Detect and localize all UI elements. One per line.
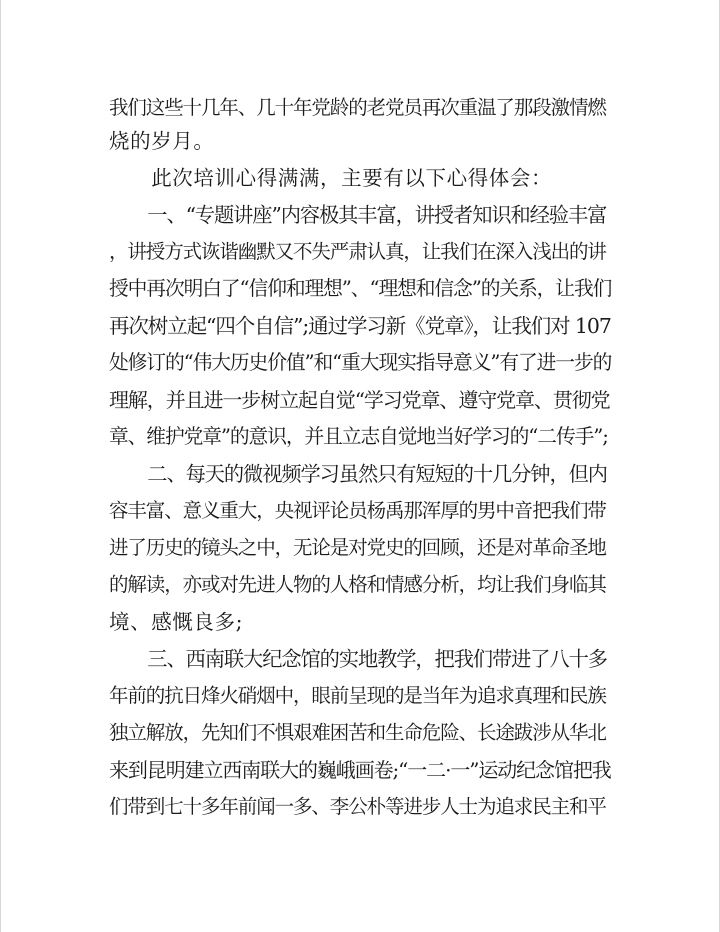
text-line: 授中再次明白了“信仰和理想”、“理想和信念”的关系，让我们 xyxy=(109,277,612,300)
text-line: ，讲授方式诙谐幽默又不失严肃认真，让我们在深入浅出的讲 xyxy=(109,240,606,263)
text-line: 烧的岁月。 xyxy=(109,129,215,153)
text-line: 三、西南联大纪念馆的实地教学，把我们带进了八十多 xyxy=(109,647,607,671)
text-line: 独立解放，先知们不惧艰难困苦和生命危险、长途跋涉从华北 xyxy=(109,721,606,744)
text-line: 们带到七十多年前闻一多、李公朴等进步人士为追求民主和平 xyxy=(109,795,606,818)
text-line: 境、感慨良多; xyxy=(109,610,244,634)
text-line: 处修订的“伟大历史价值”和“重大现实指导意义”有了进一步的 xyxy=(109,351,612,374)
text-line: 再次树立起“四个自信”;通过学习新《党章》，让我们对 107 xyxy=(109,314,611,338)
text-line: 年前的抗日烽火硝烟中，眼前呈现的是当年为追求真理和民族 xyxy=(109,684,606,707)
text-line: 二、每天的微视频学习虽然只有短短的十几分钟，但内 xyxy=(109,462,607,486)
text-line: 进了历史的镜头之中，无论是对党史的回顾，还是对革命圣地 xyxy=(109,536,606,559)
text-line: 此次培训心得满满，主要有以下心得体会： xyxy=(109,166,553,190)
text-line: 容丰富、意义重大，央视评论员杨禹那浑厚的男中音把我们带 xyxy=(109,499,606,522)
text-line: 理解，并且进一步树立起自觉“学习党章、遵守党章、贯彻党 xyxy=(109,388,610,412)
text-line: 的解读，亦或对先进人物的人格和情感分析，均让我们身临其 xyxy=(109,573,606,596)
text-line: 我们这些十几年、几十年党龄的老党员再次重温了那段激情燃 xyxy=(109,96,606,119)
text-line: 一、“专题讲座”内容极其丰富，讲授者知识和经验丰富 xyxy=(109,203,607,227)
text-line: 来到昆明建立西南联大的巍峨画卷;“一二·一”运动纪念馆把我 xyxy=(109,758,611,782)
text-line: 章、维护党章”的意识，并且立志自觉地当好学习的“二传手”; xyxy=(109,425,608,448)
